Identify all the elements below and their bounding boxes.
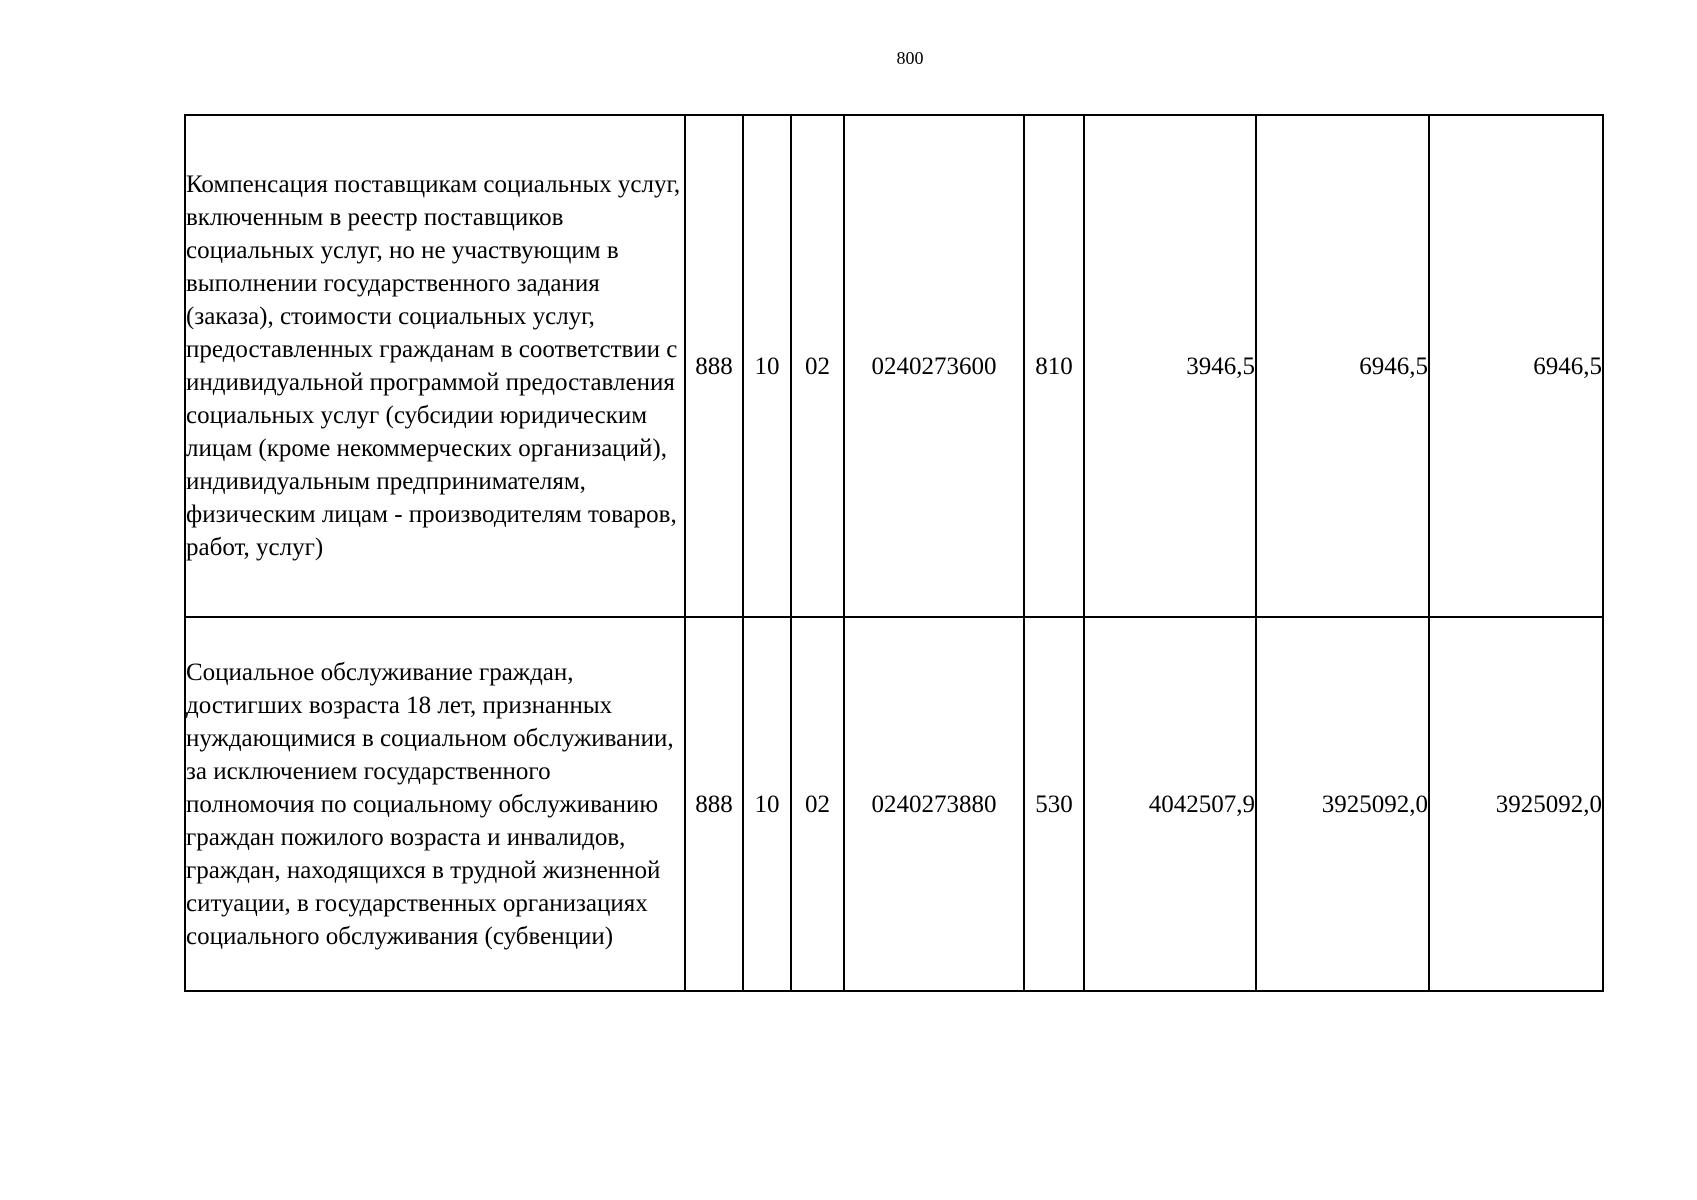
- section-code: 10: [743, 617, 791, 991]
- ministry-code: 888: [685, 115, 743, 617]
- target-article-code: 0240273600: [844, 115, 1024, 617]
- ministry-code: 888: [685, 617, 743, 991]
- budget-table: [184, 114, 1604, 992]
- amount-cell: 4042507,9: [1084, 617, 1256, 991]
- section-code: 10: [743, 115, 791, 617]
- subsection-code: 02: [791, 115, 844, 617]
- target-article-code: 0240273880: [844, 617, 1024, 991]
- amount-cell: 3925092,0: [1256, 617, 1429, 991]
- amount-cell: 3925092,0: [1429, 617, 1603, 991]
- amount-cell: 6946,5: [1256, 115, 1429, 617]
- expense-type-code: 810: [1024, 115, 1084, 617]
- subsection-code: 02: [791, 617, 844, 991]
- row-description: Компенсация поставщикам социальных услуг, включенным в реестр поставщиков социальных услуг, но не участвующим в выполнении государственного задания (заказа), стоимости социальных услуг, предоставленных гражданам в соответствии с индивидуальной программой предоставления социальных услуг (субсидии юридическим лицам (кроме некоммерческих организаций), индивидуальным предпринимателям, физическим лицам - производителям товаров, работ, услуг): [185, 115, 685, 617]
- table-row: [185, 115, 1603, 617]
- page-number: 800: [896, 48, 924, 68]
- table-row: [185, 617, 1603, 991]
- row-description: Социальное обслуживание граждан, достигших возраста 18 лет, признанных нуждающимися в социальном обслуживании, за исключением государственного полномочия по социальному обслуживанию граждан пожилого возраста и инвалидов, граждан, находящихся в трудной жизненной ситуации, в государственных организациях социального обслуживания (субвенции): [185, 617, 685, 991]
- expense-type-code: 530: [1024, 617, 1084, 991]
- amount-cell: 3946,5: [1084, 115, 1256, 617]
- amount-cell: 6946,5: [1429, 115, 1603, 617]
